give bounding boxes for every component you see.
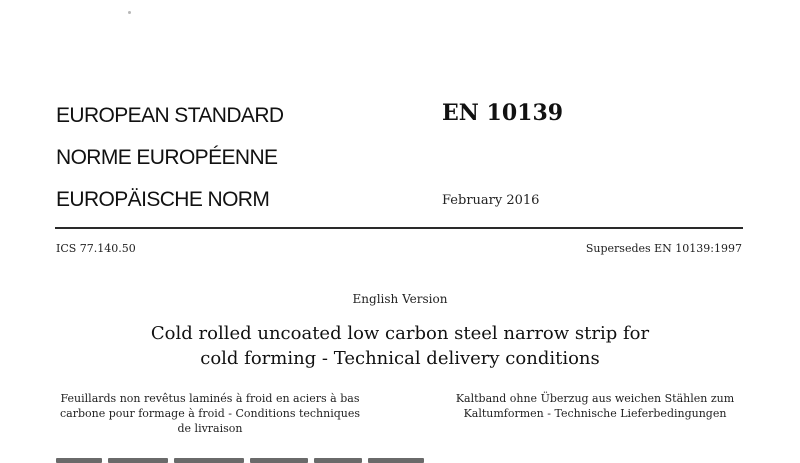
cutoff-word bbox=[174, 458, 244, 463]
german-title-line-1: Kaltband ohne Überzug aus weichen Stählen zum bbox=[455, 392, 735, 405]
french-title bbox=[50, 391, 370, 436]
french-title-line-2: carbone pour formage à froid - Conditions techniques bbox=[59, 407, 361, 420]
header-divider bbox=[55, 227, 743, 229]
french-title-line-1: Feuillards non revêtus laminés à froid en aciers à bas bbox=[60, 392, 360, 405]
cutoff-word bbox=[56, 458, 102, 463]
german-title-line-2: Kaltumformen - Technische Lieferbedingungen bbox=[463, 407, 727, 420]
ics-code: ICS 77.140.50 bbox=[56, 242, 136, 255]
version-label: English Version bbox=[352, 292, 448, 306]
german-title bbox=[440, 391, 750, 421]
publication-date: February 2016 bbox=[442, 193, 540, 208]
document-title bbox=[100, 321, 700, 371]
cutoff-word bbox=[250, 458, 308, 463]
title-line-2: cold forming - Technical delivery conditions bbox=[200, 348, 600, 369]
standard-label-french: NORME EUROPÉENNE bbox=[56, 146, 278, 169]
document-number: EN 10139 bbox=[442, 100, 564, 126]
scan-speck bbox=[128, 11, 131, 14]
cutoff-text-line bbox=[56, 456, 426, 463]
title-line-1: Cold rolled uncoated low carbon steel narrow strip for bbox=[150, 323, 650, 344]
cutoff-word bbox=[368, 458, 424, 463]
standard-label-english: EUROPEAN STANDARD bbox=[56, 104, 284, 127]
cutoff-word bbox=[314, 458, 362, 463]
supersedes-note: Supersedes EN 10139:1997 bbox=[585, 242, 742, 255]
standard-label-german: EUROPÄISCHE NORM bbox=[56, 188, 270, 211]
cutoff-word bbox=[108, 458, 168, 463]
french-title-line-3: de livraison bbox=[177, 422, 243, 435]
